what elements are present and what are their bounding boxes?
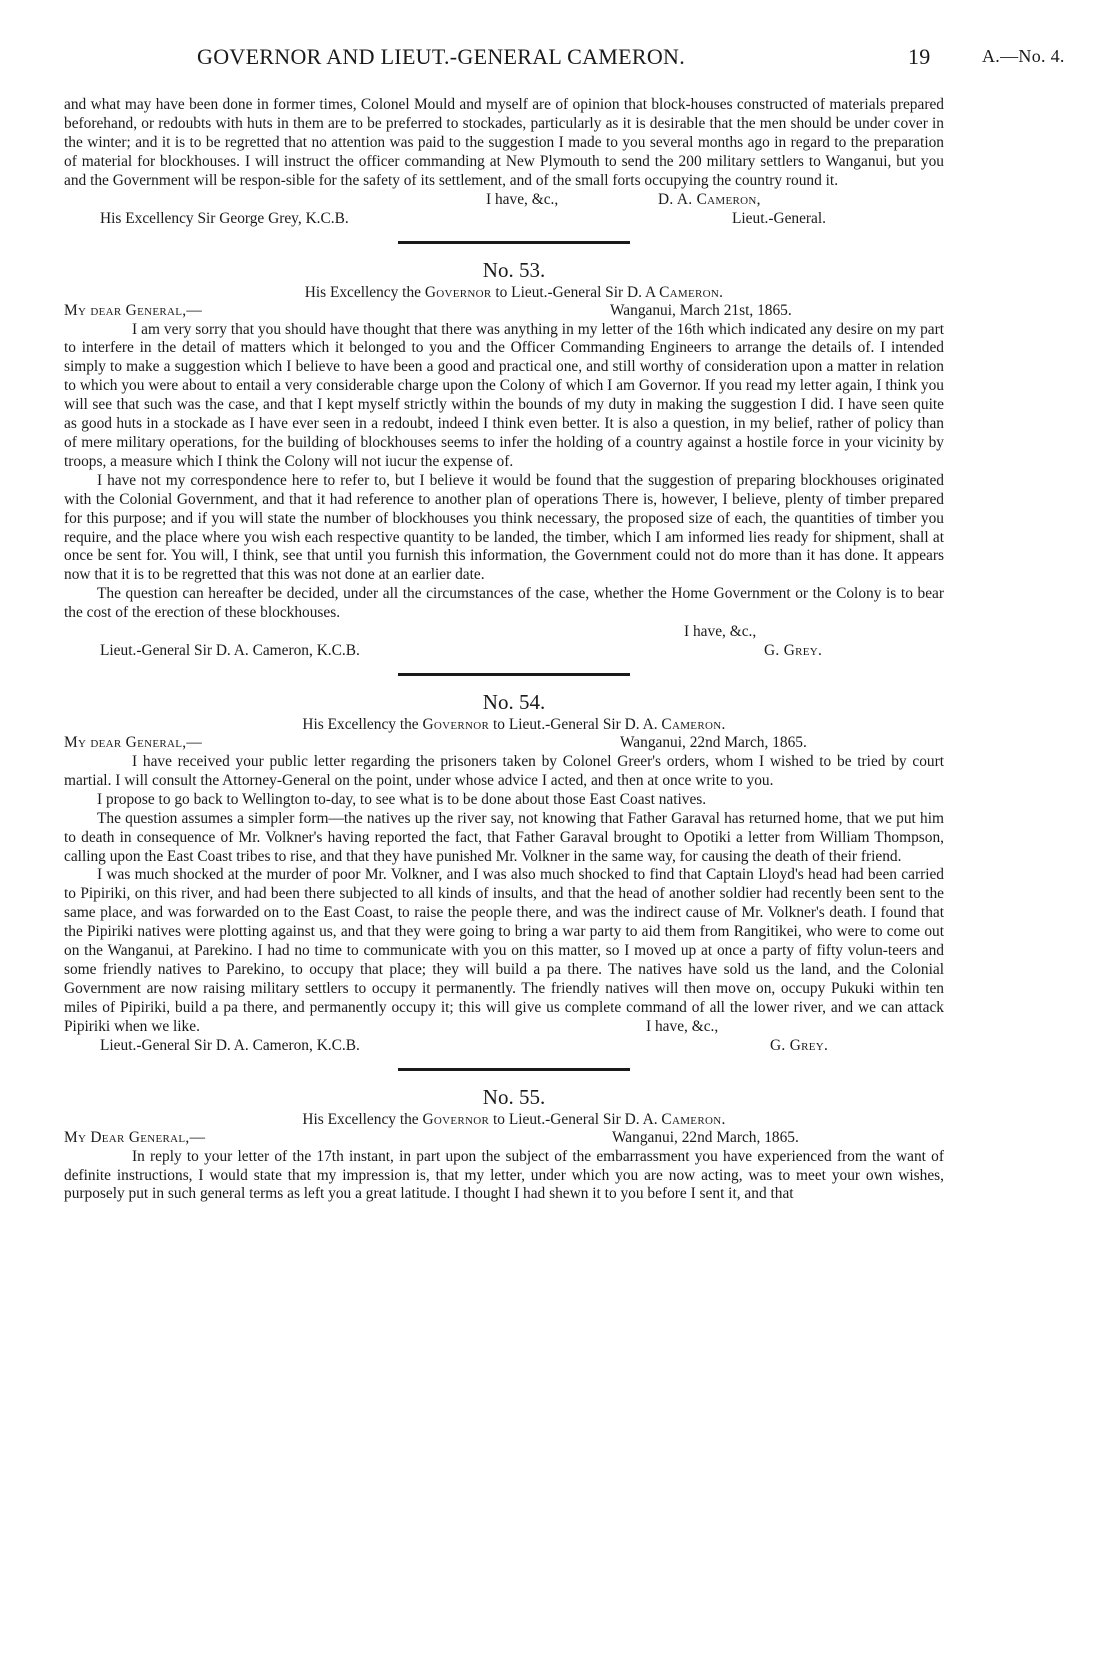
paragraph: I have not my correspondence here to refer to, but I believe it would be found that the suggestion of preparing blockhouses originated with the Colonial Government, and that it had reference to another plan of operations There is, however, I believe, plenty of timber prepared for this purpose; and if you will state the number of blockhouses you think necessary, the proposed size of each, the quantities of timber you require, and the place where you wish each respective quantity to be landed, the timber, which I am informed lies ready for shipment, shall at once be sent for. You will, I think, see that until you furnish this information, the Government could not do more than it has done. It appears now that it is to be regretted that this was not done at an earlier date. [64, 471, 944, 584]
closing-row [64, 191, 944, 210]
paragraph: The question assumes a simpler form—the natives up the river say, not knowing that Father Garaval has returned home, that we put him to death in consequence of Mr. Volkner's having reported the fact, that Father Garaval brought to Opotiki a letter from William Thompson, calling upon the East Coast tribes to rise, and that they have punished Mr. Volkner in the same way, for causing the death of their friend. [64, 809, 944, 865]
signature: G. Grey. [770, 1036, 829, 1054]
signature: D. A. Cameron, [658, 190, 761, 208]
place-date: Wanganui, 22nd March, 1865. [612, 1128, 799, 1146]
place-date: Wanganui, 22nd March, 1865. [620, 734, 807, 752]
closing: I have, &c., [646, 1017, 719, 1035]
paragraph: I have received your public letter regarding the prisoners taken by Colonel Greer's orders, whom I wished to be tried by court martial. I will consult the Attorney-General on the point, under whose advice I acted, and then at once write to you. [64, 753, 944, 789]
running-head [0, 44, 1114, 74]
salutation: My dear General,— [64, 734, 203, 752]
section-divider [398, 673, 630, 676]
letter-subheading: His Excellency the Governor to Lieut.-General Sir D. A Cameron. [304, 283, 724, 301]
salutation-row [64, 1129, 944, 1148]
addressee: Lieut.-General Sir D. A. Cameron, K.C.B. [100, 1036, 360, 1054]
letter-number: No. 53. [482, 257, 546, 282]
section-divider [398, 1068, 630, 1071]
letter-continuation [64, 96, 944, 229]
page-body [64, 96, 944, 1204]
addressee-row [64, 642, 944, 661]
addressee-row [64, 1037, 944, 1056]
closing: I have, &c., [684, 623, 757, 641]
running-title: GOVERNOR AND LIEUT.-GENERAL CAMERON. [197, 44, 686, 69]
salutation-row [64, 734, 944, 753]
salutation: My dear General,— [64, 301, 203, 319]
paper-reference: A.—No. 4. [982, 46, 1065, 66]
paragraph: I was much shocked at the murder of poor Mr. Volkner, and I was also much shocked to find that Captain Lloyd's head had been carried to Pipiriki, on this river, and had been there subjected to all kinds of insults, and that the head of another soldier had recently been sent to the same place, and was forwarded on to the East Coast, to raise the people there, and was the indirect cause of Mr. Volkner's death. I found that the Pipiriki natives were plotting against us, and that they were going to bring a war party to aid them from Rangitikei, who were to come out on the Wanganui, at Parekino. I had no time to communicate with you on this matter, so I moved up at once a party of fifty volun-teers and some friendly natives to Parekino, to occupy that place; they will build a pa there. The natives have sold us the land, and the Colonial Government are now raising military settlers to occupy it permanently. The friendly natives will then move on, occupy Pukuki within ten miles of Pipiriki, build a pa there, and permanently occupy it; this will give us complete command of all the lower river, and we can attack Pipiriki when we like. [64, 866, 944, 1035]
page-number: 19 [908, 44, 931, 69]
salutation: My Dear General,— [64, 1128, 206, 1146]
paragraph: I propose to go back to Wellington to-day, to see what is to be done about those East Coast natives. [97, 790, 707, 808]
closing-row [64, 623, 944, 642]
closing-row [64, 1018, 944, 1037]
addressee: Lieut.-General Sir D. A. Cameron, K.C.B. [100, 642, 360, 660]
salutation-row [64, 302, 944, 321]
signature-title: Lieut.-General. [732, 209, 827, 227]
letter-subheading: His Excellency the Governor to Lieut.-General Sir D. A. Cameron. [302, 716, 726, 734]
letter-54 [64, 690, 944, 1056]
paragraph: The question can hereafter be decided, under all the circumstances of the case, whether the Home Government or the Colony is to bear the cost of the erection of these blockhouses. [64, 585, 944, 622]
letter-number: No. 54. [482, 690, 546, 715]
section-divider [398, 241, 630, 244]
addressee: His Excellency Sir George Grey, K.C.B. [100, 209, 349, 227]
letter-subheading: His Excellency the Governor to Lieut.-General Sir D. A. Cameron. [302, 1110, 726, 1128]
addressee-row [64, 210, 944, 229]
closing: I have, &c., [486, 190, 559, 208]
paragraph: I am very sorry that you should have thought that there was anything in my letter of the 16th which indicated any desire on my part to interfere in the detail of matters which it belonged to you and the Officer Commanding Engineers to arrange the details of. I intended simply to make a suggestion which I believe to have been a good and practical one, and still worthy of consideration upon a matter in relation to which you were about to entail a very considerable charge upon the Colony of which I am Governor. If you read my letter again, I think you will see that such was the case, and that I kept myself strictly within the bounds of my duty in making the suggestion I did. I have seen quite as good huts in a stockade as I have ever seen in a redoubt, indeed I think even better. It is also a question, in my belief, rather of policy than of mere military operations, for the building of blockhouses seems to infer the holding of a country against a hostile force in your vicinity by troops, a measure which I think the Colony will not iucur the expense of. [64, 320, 944, 470]
place-date: Wanganui, March 21st, 1865. [610, 301, 792, 319]
letter-55 [64, 1085, 944, 1205]
signature: G. Grey. [764, 642, 823, 660]
letter-53 [64, 258, 944, 662]
paragraph: In reply to your letter of the 17th instant, in part upon the subject of the embarrassment you have experienced from the want of definite instructions, I would state that my impression is, that my letter, under which you are now acting, was to meet your own wishes, purposely put in such general terms as left you a great latitude. I thought I had shewn it to you before I sent it, and that [64, 1147, 944, 1203]
letter-number: No. 55. [482, 1084, 546, 1109]
paragraph: and what may have been done in former times, Colonel Mould and myself are of opinion that block-houses constructed of materials prepared beforehand, or redoubts with huts in them are to be preferred to stockades, particularly as it is desirable that the men should be under cover in the winter; and it is to be regretted that no attention was paid to the suggestion I made to you several months ago in regard to the preparation of material for blockhouses. I will instruct the officer commanding at New Plymouth to send the 200 military settlers to Wanganui, but you and the Government will be respon-sible for the safety of its settlement, and of the small forts occupying the country round it. [64, 96, 944, 189]
